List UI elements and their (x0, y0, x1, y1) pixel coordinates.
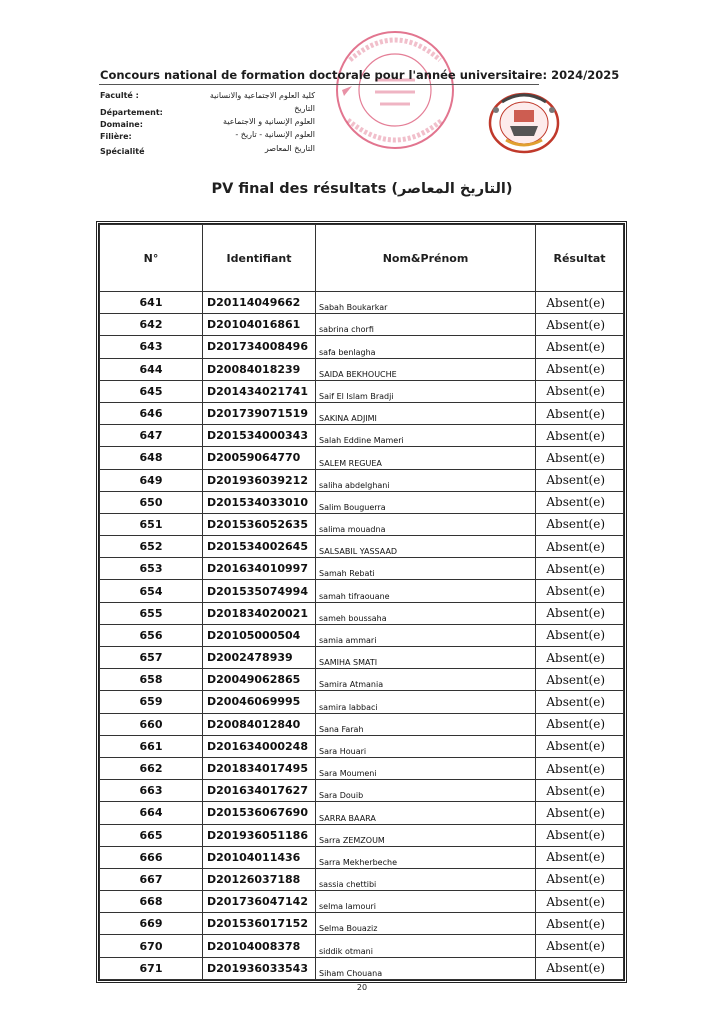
row-result: Absent(e) (536, 713, 624, 735)
table-row (100, 802, 624, 824)
row-number: 655 (100, 602, 203, 624)
row-result: Absent(e) (536, 558, 624, 580)
row-identifiant: D201534002645 (203, 536, 316, 558)
row-identifiant: D20114049662 (203, 292, 316, 314)
row-result: Absent(e) (536, 536, 624, 558)
row-result: Absent(e) (536, 425, 624, 447)
row-number: 667 (100, 868, 203, 890)
table-row (100, 891, 624, 913)
row-identifiant: D201734008496 (203, 336, 316, 358)
filiere-label: Filière: (100, 132, 132, 141)
row-name: samia ammari (316, 624, 536, 646)
row-result: Absent(e) (536, 358, 624, 380)
row-name: Sara Houari (316, 735, 536, 757)
row-result: Absent(e) (536, 380, 624, 402)
row-result: Absent(e) (536, 735, 624, 757)
row-name: Sarra ZEMZOUM (316, 824, 536, 846)
row-identifiant: D201634010997 (203, 558, 316, 580)
row-number: 643 (100, 336, 203, 358)
row-result: Absent(e) (536, 669, 624, 691)
specialite-label: Spécialité (100, 147, 145, 156)
row-identifiant: D20046069995 (203, 691, 316, 713)
row-number: 649 (100, 469, 203, 491)
row-number: 669 (100, 913, 203, 935)
row-result: Absent(e) (536, 802, 624, 824)
table-row (100, 580, 624, 602)
table-row (100, 558, 624, 580)
row-result: Absent(e) (536, 402, 624, 424)
row-result: Absent(e) (536, 647, 624, 669)
table-row (100, 935, 624, 957)
table-row (100, 292, 624, 314)
row-number: 666 (100, 846, 203, 868)
row-name: sabrina chorfi (316, 314, 536, 336)
row-name: Samah Rebati (316, 558, 536, 580)
row-number: 652 (100, 536, 203, 558)
row-result: Absent(e) (536, 624, 624, 646)
row-identifiant: D201534033010 (203, 491, 316, 513)
row-result: Absent(e) (536, 846, 624, 868)
table-row (100, 447, 624, 469)
row-name: siddik otmani (316, 935, 536, 957)
table-row (100, 380, 624, 402)
row-identifiant: D20126037188 (203, 868, 316, 890)
row-result: Absent(e) (536, 491, 624, 513)
row-result: Absent(e) (536, 691, 624, 713)
row-name: sameh boussaha (316, 602, 536, 624)
row-name: SALSABIL YASSAAD (316, 536, 536, 558)
row-result: Absent(e) (536, 513, 624, 535)
row-result: Absent(e) (536, 957, 624, 979)
faculty-value: كلية العلوم الاجتماعية والانسانية (209, 91, 315, 100)
row-name: salima mouadna (316, 513, 536, 535)
table-row (100, 314, 624, 336)
row-number: 651 (100, 513, 203, 535)
table-row (100, 469, 624, 491)
row-identifiant: D201936039212 (203, 469, 316, 491)
row-identifiant: D201535074994 (203, 580, 316, 602)
domain-value: العلوم الإنسانية و الاجتماعية (223, 117, 315, 126)
row-number: 645 (100, 380, 203, 402)
row-result: Absent(e) (536, 314, 624, 336)
row-identifiant: D201739071519 (203, 402, 316, 424)
page-title: PV final des résultats (التاريخ المعاصر) (211, 181, 513, 197)
row-number: 661 (100, 735, 203, 757)
row-identifiant: D201834017495 (203, 757, 316, 779)
faculty-label: Faculté : (100, 91, 139, 100)
university-logo (488, 92, 560, 154)
row-name: Siham Chouana (316, 957, 536, 979)
row-number: 648 (100, 447, 203, 469)
row-number: 663 (100, 780, 203, 802)
row-name: Sara Moumeni (316, 757, 536, 779)
row-number: 644 (100, 358, 203, 380)
row-identifiant: D201536017152 (203, 913, 316, 935)
row-number: 665 (100, 824, 203, 846)
table-row (100, 513, 624, 535)
row-name: Sara Douib (316, 780, 536, 802)
row-name: Salah Eddine Mameri (316, 425, 536, 447)
table-row (100, 358, 624, 380)
table-row (100, 402, 624, 424)
table-row (100, 624, 624, 646)
row-number: 656 (100, 624, 203, 646)
specialite-value: التاريخ المعاصر (264, 144, 315, 153)
row-name: Sarra Mekherbeche (316, 846, 536, 868)
row-result: Absent(e) (536, 780, 624, 802)
row-number: 650 (100, 491, 203, 513)
row-result: Absent(e) (536, 336, 624, 358)
row-result: Absent(e) (536, 580, 624, 602)
row-number: 642 (100, 314, 203, 336)
official-stamp (330, 20, 460, 160)
column-header-identifiant: Identifiant (203, 225, 316, 292)
table-row (100, 868, 624, 890)
row-identifiant: D20105000504 (203, 624, 316, 646)
column-header-result: Résultat (536, 225, 624, 292)
row-identifiant: D20084012840 (203, 713, 316, 735)
table-row (100, 713, 624, 735)
row-identifiant: D201936033543 (203, 957, 316, 979)
row-identifiant: D201834020021 (203, 602, 316, 624)
row-number: 653 (100, 558, 203, 580)
row-result: Absent(e) (536, 935, 624, 957)
row-name: SAMIHA SMATI (316, 647, 536, 669)
row-identifiant: D20059064770 (203, 447, 316, 469)
table-row (100, 691, 624, 713)
results-table-frame (96, 221, 627, 983)
row-result: Absent(e) (536, 469, 624, 491)
table-row (100, 536, 624, 558)
row-name: Sabah Boukarkar (316, 292, 536, 314)
header-title: Concours national de formation doctorale pour l'année universitaire: 2024/2025 (100, 68, 620, 82)
row-identifiant: D2002478939 (203, 647, 316, 669)
table-row (100, 491, 624, 513)
row-result: Absent(e) (536, 602, 624, 624)
header-divider (99, 84, 539, 85)
row-number: 641 (100, 292, 203, 314)
row-name: SAIDA BEKHOUCHE (316, 358, 536, 380)
table-row (100, 425, 624, 447)
table-row (100, 913, 624, 935)
row-identifiant: D20049062865 (203, 669, 316, 691)
row-name: Sana Farah (316, 713, 536, 735)
row-name: SAKINA ADJIMI (316, 402, 536, 424)
row-name: samah tifraouane (316, 580, 536, 602)
row-number: 660 (100, 713, 203, 735)
row-number: 670 (100, 935, 203, 957)
row-name: Saif El Islam Bradji (316, 380, 536, 402)
results-table (99, 224, 624, 980)
table-row (100, 735, 624, 757)
row-identifiant: D20104016861 (203, 314, 316, 336)
page-number: 20 (356, 983, 368, 992)
department-value: التاريخ (294, 104, 315, 113)
row-name: selma lamouri (316, 891, 536, 913)
row-result: Absent(e) (536, 292, 624, 314)
table-row (100, 336, 624, 358)
row-result: Absent(e) (536, 868, 624, 890)
row-number: 646 (100, 402, 203, 424)
row-identifiant: D201634000248 (203, 735, 316, 757)
table-row (100, 846, 624, 868)
row-identifiant: D201634017627 (203, 780, 316, 802)
row-name: saliha abdelghani (316, 469, 536, 491)
filiere-value: العلوم الإنسانية - تاريخ - (235, 130, 315, 139)
row-result: Absent(e) (536, 891, 624, 913)
column-header-name: Nom&Prénom (316, 225, 536, 292)
row-name: Samira Atmania (316, 669, 536, 691)
table-row (100, 780, 624, 802)
row-identifiant: D20104008378 (203, 935, 316, 957)
row-identifiant: D201536052635 (203, 513, 316, 535)
row-identifiant: D20084018239 (203, 358, 316, 380)
column-header-number: N° (100, 225, 203, 292)
row-result: Absent(e) (536, 757, 624, 779)
row-name: Salim Bouguerra (316, 491, 536, 513)
row-identifiant: D20104011436 (203, 846, 316, 868)
department-label: Département: (100, 108, 163, 117)
row-name: SALEM REGUEA (316, 447, 536, 469)
row-name: sassia chettibi (316, 868, 536, 890)
row-identifiant: D201536067690 (203, 802, 316, 824)
row-result: Absent(e) (536, 824, 624, 846)
row-number: 657 (100, 647, 203, 669)
row-identifiant: D201434021741 (203, 380, 316, 402)
table-row (100, 602, 624, 624)
row-number: 668 (100, 891, 203, 913)
row-number: 664 (100, 802, 203, 824)
row-number: 658 (100, 669, 203, 691)
table-row (100, 824, 624, 846)
domain-label: Domaine: (100, 120, 143, 129)
row-name: safa benlagha (316, 336, 536, 358)
row-name: samira labbaci (316, 691, 536, 713)
row-identifiant: D201936051186 (203, 824, 316, 846)
table-row (100, 669, 624, 691)
table-header-row (100, 225, 624, 292)
row-result: Absent(e) (536, 447, 624, 469)
row-name: SARRA BAARA (316, 802, 536, 824)
table-row (100, 957, 624, 979)
row-name: Selma Bouaziz (316, 913, 536, 935)
row-number: 659 (100, 691, 203, 713)
row-identifiant: D201736047142 (203, 891, 316, 913)
table-row (100, 757, 624, 779)
row-number: 662 (100, 757, 203, 779)
table-row (100, 647, 624, 669)
row-identifiant: D201534000343 (203, 425, 316, 447)
row-number: 654 (100, 580, 203, 602)
row-number: 671 (100, 957, 203, 979)
row-result: Absent(e) (536, 913, 624, 935)
row-number: 647 (100, 425, 203, 447)
